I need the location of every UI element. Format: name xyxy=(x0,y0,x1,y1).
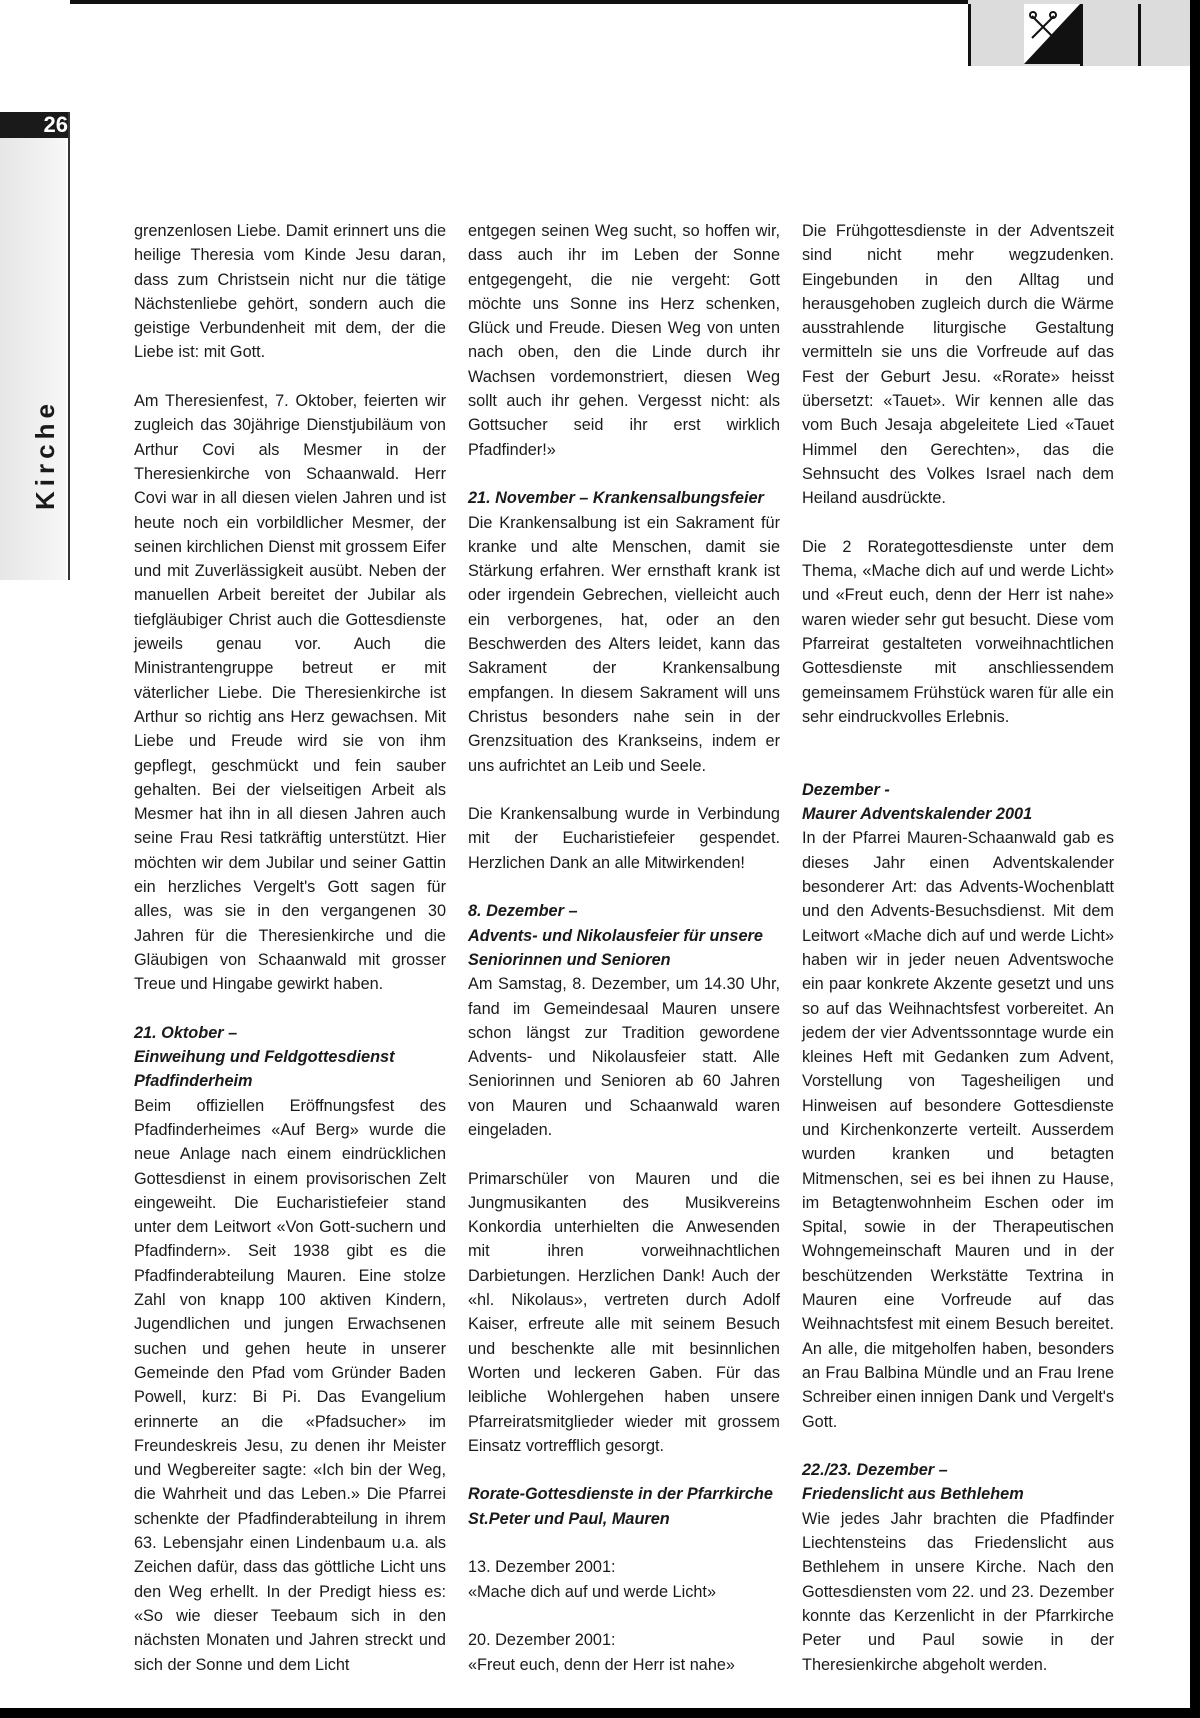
paragraph: Die 2 Rorategottesdienste unter dem Thema, «Mache dich auf und werde Licht» und «Freut euch, denn der Herr ist nahe» waren wieder sehr gut besucht. Diese vom Pfarreirat gestalteten vorweihnachtlichen Gottesdienste mit anschliessendem gemeinsamem Frühstück waren für alle ein sehr eindruckvolles Erlebnis. xyxy=(802,537,1114,726)
section-heading: Einweihung und Feldgottesdienst Pfadfinderheim xyxy=(134,1048,395,1091)
paragraph: In der Pfarrei Mauren-Schaanwald gab es dieses Jahr einen Adventskalender besonderer Art: das Advents-Wochenblatt und den Advents-Besuchsdienst. Mit dem Leitwort «Mache dich auf und werde Licht» haben wir in jeder neuen Adventswoche ein paar konkrete Akzente gesetzt und uns so auf das Weihnachtsfest vorbereitet. An jedem der vier Adventssonntage wurde ein kleines Heft mit Gedanken zum Advent, Vorstellung von Tagesheiligen und Hinweisen auf besondere Gottesdienste und Kirchenkonzerte verteilt. Ausserdem wurden kranken und betagten Mitmenschen, sei es bei ihnen zu Hause, im Betagtenwohnheim Eschen oder im Spital, sowie in der Therapeutischen Wohngemeinschaft Mauren und in der beschützenden Werkstätte Textrina in Mauren eine Vorfreude auf das Weihnachtsfest mit einem Besuch bereitet. An alle, die mitgeholfen haben, besonders an Frau Balbina Mündle und an Frau Irene Schreiber einen innigen Dank und Vergelt's Gott. xyxy=(802,829,1114,1431)
column-1 xyxy=(134,219,446,1701)
paragraph: Am Theresienfest, 7. Oktober, feierten wir zugleich das 30jährige Dienstjubiläum von Arthur Covi als Mesmer in der Theresienkirche von Schaanwald. Herr Covi war in all diesen vielen Jahren und ist heute noch ein vorbildlicher Mesmer, der seinen kirchlichen Dienst mit grossem Eifer und mit Zuverlässigkeit ausübt. Neben der manuellen Arbeit bereitet der Jubilar als tiefgläubiger Christ auch die Gottesdienste jeweils genau vor. Auch die Ministrantengruppe betreut er mit väterlicher Liebe. Die Theresienkirche ist Arthur so richtig ans Herz gewachsen. Mit Liebe und Freude wird sie von ihm gepflegt, geschmückt und fein sauber gehalten. Bei der vielseitigen Arbeit als Mesmer hat ihn in all diesen Jahren auch seine Frau Resi tatkräftig unterstützt. Hier möchten wir dem Jubilar und seiner Gattin ein herzliches Vergelt's Gott sagen für alles, was sie in den vergangenen 30 Jahren für die Theresienkirche und die Gläubigen von Schaanwald mit grosser Treue und Hingabe gewirkt haben. xyxy=(134,392,446,994)
service-title: «Mache dich auf und werde Licht» xyxy=(468,1582,716,1601)
service-title: «Freut euch, denn der Herr ist nahe» xyxy=(468,1655,735,1674)
header-divider xyxy=(968,4,971,66)
service-date: 20. Dezember 2001: xyxy=(468,1631,616,1650)
section-heading: 22./23. Dezember – xyxy=(802,1461,948,1480)
column-2 xyxy=(468,219,780,1701)
section-heading: Dezember - xyxy=(802,780,890,799)
section-heading: 8. Dezember – xyxy=(468,902,578,921)
paragraph: Beim offiziellen Eröffnungsfest des Pfadfinderheimes «Auf Berg» wurde die neue Anlage nach einem eindrücklichen Gottesdienst in einem provisorischen Zelt eingeweiht. Die Eucharistiefeier stand unter dem Leitwort «Von Gott-suchern und Pfadfindern». Seit 1938 gibt es die Pfadfinderabteilung Mauren. Eine stolze Zahl von knapp 100 aktiven Kindern, Jugendlichen und jungen Erwachsenen suchen und gehen heute in unserer Gemeinde den Pfad vom Gründer Baden Powell, kurz: Bi Pi. Das Evangelium erinnerte an die «Pfadsucher» im Freundeskreis Jesu, zu denen ihr Meister und Wegbereiter sagte: «Ich bin der Weg, die Wahrheit und das Leben.» Die Pfarrei schenkte der Pfadfinderabteilung in ihrem 63. Lebensjahr einen Lindenbaum u.a. als Zeichen dafür, dass das göttliche Licht uns den Weg erhellt. In der Predigt hiess es: «So wie dieser Teebaum sich in den nächsten Monaten und Jahren streckt und sich der Sonne und dem Licht xyxy=(134,1096,446,1674)
column-3 xyxy=(802,219,1114,1701)
section-label: Kirche xyxy=(30,399,60,510)
paragraph: Am Samstag, 8. Dezember, um 14.30 Uhr, fand im Gemeindesaal Mauren unsere schon längst zur Tradition gewordene Advents- und Nikolausfeier statt. Alle Seniorinnen und Senioren ab 60 Jahren von Mauren und Schaanwald waren eingeladen. xyxy=(468,975,780,1139)
service-date: 13. Dezember 2001: xyxy=(468,1558,616,1577)
header-divider xyxy=(1080,4,1083,66)
section-heading: Friedenslicht aus Bethlehem xyxy=(802,1485,1024,1504)
section-heading: Advents- und Nikolausfeier für unsere Seniorinnen und Senioren xyxy=(468,926,763,969)
paragraph: Primarschüler von Mauren und die Jungmusikanten des Musikvereins Konkordia unterhielten die Anwesenden mit ihren vorweihnachtlichen Darbietungen. Herzlichen Dank! Auch der «hl. Nikolaus», vertreten durch Adolf Kaiser, erfreute alle mit seinem Besuch und beschenkte alle mit besinnlichen Worten und leckeren Gaben. Für das leibliche Wohlergehen haben unsere Pfarreiratsmitglieder wieder mit grossem Einsatz vortrefflich gesorgt. xyxy=(468,1169,780,1455)
side-rule xyxy=(68,112,70,580)
page-number: 26 xyxy=(43,112,68,137)
paragraph: Die Krankensalbung wurde in Verbindung mit der Eucharistiefeier gespendet. Herzlichen Dank an alle Mitwirkenden! xyxy=(468,805,780,872)
page-number-bar xyxy=(0,112,70,138)
paragraph: Die Frühgottesdienste in der Adventszeit sind nicht mehr wegzudenken. Eingebunden in den Alltag und herausgehoben zugleich durch die Wärme ausstrahlende liturgische Gestaltung vermitteln sie uns die Vorfreude auf das Fest der Geburt Jesu. «Rorate» heisst übersetzt: «Tauet». Wir kennen alle das vom Buch Jesaja abgeleitete Lied «Tauet Himmel den Gerechten», das die Sehnsucht des Volkes Israel nach dem Heiland ausdrückte. xyxy=(802,222,1114,508)
section-heading: Rorate-Gottesdienste in der Pfarrkirche St.Peter und Paul, Mauren xyxy=(468,1485,773,1528)
section-heading: 21. Oktober – xyxy=(134,1023,238,1042)
crossed-keys-icon xyxy=(1024,4,1080,64)
paragraph: Die Krankensalbung ist ein Sakrament für kranke und alte Menschen, damit sie Stärkung erfahren. Wer ernsthaft krank ist oder irgendein Gebrechen, vielleicht auch ein verborgenes, hat, oder an den Beschwerden des Alters leidet, kann das Sakrament der Krankensalbung empfangen. In diesem Sakrament will uns Christus besonders nahe sein in der Grenzsituation des Krankseins, indem er uns aufrichtet an Leib und Seele. xyxy=(468,513,780,775)
section-heading: 21. November – Krankensalbungsfeier xyxy=(468,489,764,508)
side-margin-shade xyxy=(0,138,66,580)
paragraph: Wie jedes Jahr brachten die Pfadfinder Liechtensteins das Friedenslicht aus Bethlehem in unsere Kirche. Nach den Gottesdiensten vom 22. und 23. Dezember konnte das Kerzenlicht in der Pfarrkirche Peter und Paul sowie in der Theresienkirche abgeholt werden. xyxy=(802,1509,1114,1674)
header-divider xyxy=(1138,4,1141,66)
paragraph: entgegen seinen Weg sucht, so hoffen wir, dass auch ihr im Leben der Sonne entgegengeht, die nie vergeht: Gott möchte uns Sonne ins Herz schenken, Glück und Freude. Diesen Weg von unten nach oben, den die Linde durch ihr Wachsen vordemonstriert, diesen Weg sollt auch ihr gehen. Vergesst nicht: als Gottsucher seid ihr erst wirklich Pfadfinder!» xyxy=(468,222,780,459)
section-heading: Maurer Adventskalender 2001 xyxy=(802,805,1033,824)
paragraph: grenzenlosen Liebe. Damit erinnert uns die heilige Theresia vom Kinde Jesu daran, dass zum Christsein nicht nur die tätige Nächstenliebe gehört, sondern auch die geistige Verbundenheit mit dem, der die Liebe ist: mit Gott. xyxy=(134,222,446,362)
